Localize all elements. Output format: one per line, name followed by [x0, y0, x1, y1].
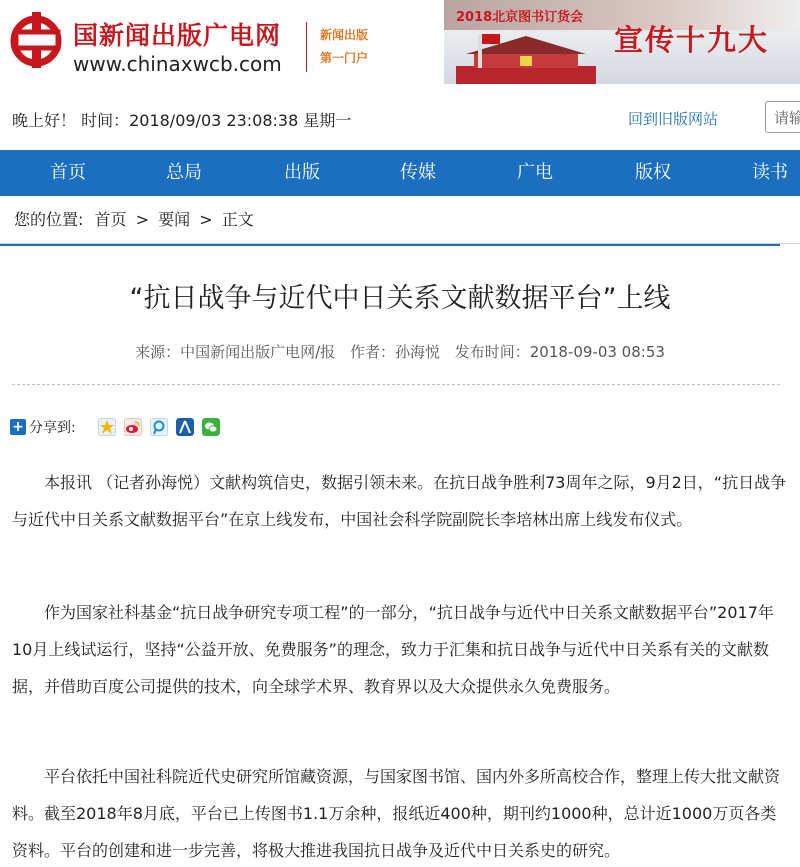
- breadcrumb-item-home[interactable]: 首页: [94, 210, 127, 229]
- article-author: 作者：孙海悦: [349, 343, 440, 361]
- tiananmen-icon: [456, 26, 596, 84]
- main-nav: [0, 150, 800, 196]
- article-meta: [0, 341, 800, 362]
- site-slogan: [320, 24, 368, 70]
- weibo-icon[interactable]: [124, 418, 142, 436]
- nav-item-reading[interactable]: 读书: [752, 162, 788, 183]
- slogan-line: 第一门户: [320, 51, 369, 65]
- slogan-divider: [306, 22, 307, 72]
- article-paragraph: [12, 758, 788, 867]
- article-publish-time: 发布时间：2018-09-03 08:53: [454, 343, 665, 361]
- banner-top-text: 2018北京图书订货会: [456, 10, 584, 25]
- nav-item-publishing[interactable]: 出版: [284, 162, 320, 183]
- wechat-icon[interactable]: [202, 418, 220, 436]
- site-name[interactable]: 国新闻出版广电网: [73, 21, 282, 50]
- breadcrumb-separator: >: [199, 210, 213, 229]
- meta-divider: [12, 384, 780, 385]
- banner-main-text: 宣传十九大: [614, 23, 770, 57]
- site-url[interactable]: www.chinaxwcb.com: [73, 52, 282, 76]
- nav-item-copyright[interactable]: 版权: [635, 162, 671, 183]
- nav-item-home[interactable]: 首页: [50, 162, 86, 183]
- site-logo-icon[interactable]: [10, 8, 72, 70]
- search-input[interactable]: [765, 101, 800, 133]
- share-bar: [10, 416, 228, 438]
- article-source: 来源：中国新闻出版广电网/报: [135, 343, 336, 361]
- slogan-line: 新闻出版: [320, 28, 369, 42]
- breadcrumb-separator: >: [135, 210, 150, 229]
- paragraph-text: 平台依托中国社科院近代史研究所馆藏资源，与国家图书馆、国内外多所高校合作，整理上传大批文献资料。截至2018年8月底，平台已上传图书1.1万余种，报纸近400种，期刊约1000种，总计近1000万页各类资料。平台的创建和进一步完善，将极大推进我国抗日战争及近代中日关系史的研究。: [12, 767, 781, 860]
- article-paragraph: [12, 464, 788, 538]
- article-paragraph: [12, 594, 788, 705]
- qzone-icon[interactable]: [98, 418, 116, 436]
- old-site-link[interactable]: 回到旧版网站: [628, 110, 719, 128]
- share-plus-icon[interactable]: +: [10, 419, 26, 435]
- breadcrumb-underline: [0, 244, 780, 246]
- renren-icon[interactable]: [176, 418, 194, 436]
- article-title: “抗日战争与近代中日关系文献数据平台”上线: [129, 283, 671, 314]
- paragraph-text: 本报讯 （记者孙海悦）文献构筑信史，数据引领未来。在抗日战争胜利73周年之际，9月2日，“抗日战争与近代中日关系文献数据平台”在京上线发布，中国社会科学院副院长李培林出席上线发布仪式。: [12, 473, 787, 529]
- info-bar: [0, 100, 800, 140]
- breadcrumb: [14, 207, 254, 230]
- breadcrumb-bar: [0, 196, 800, 244]
- share-label: 分享到:: [29, 420, 76, 436]
- greeting-time: 晚上好！ 时间：2018/09/03 23:08:38 星期一: [12, 111, 352, 130]
- nav-item-broadcast[interactable]: 广电: [517, 162, 553, 183]
- paragraph-text: 作为国家社科基金“抗日战争研究专项工程”的一部分，“抗日战争与近代中日关系文献数据平台”2017年10月上线试运行，坚持“公益开放、免费服务”的理念，致力于汇集和抗日战争与近代中日关系有关的文献数据，并借助百度公司提供的技术，向全球学术界、教育界以及大众提供永久免费服务。: [12, 603, 774, 696]
- nav-item-administration[interactable]: 总局: [166, 162, 202, 183]
- breadcrumb-item-current: 正文: [221, 210, 254, 229]
- tencent-weibo-icon[interactable]: [150, 418, 168, 436]
- ad-banner[interactable]: [444, 0, 800, 84]
- nav-item-media[interactable]: 传媒: [400, 162, 436, 183]
- breadcrumb-item-news[interactable]: 要闻: [158, 210, 191, 229]
- site-header: [0, 0, 800, 95]
- breadcrumb-prefix: 您的位置:: [14, 210, 84, 229]
